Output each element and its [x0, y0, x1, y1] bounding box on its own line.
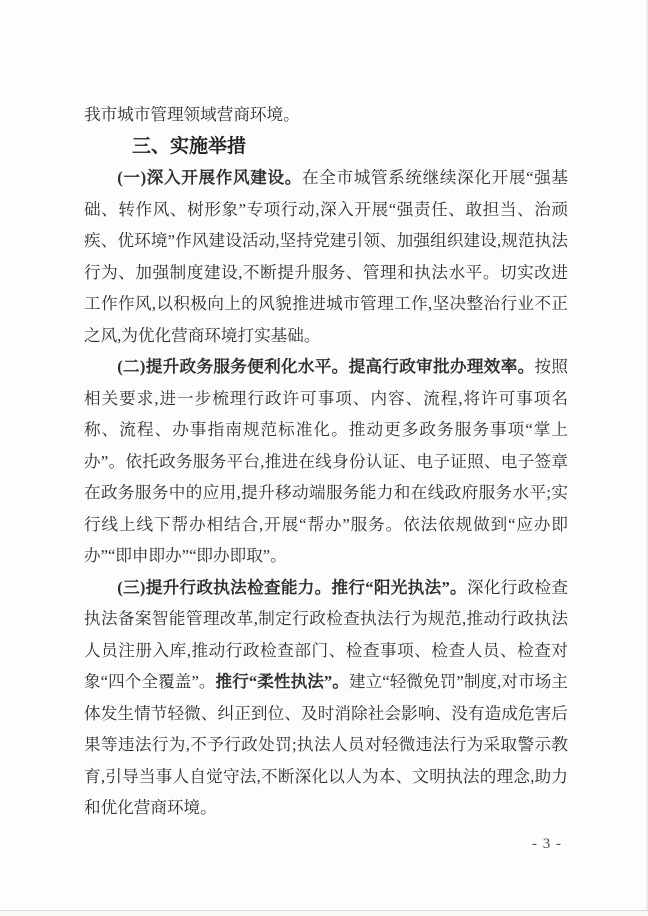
text-segment: 按照相关要求,进一步梳理行政许可事项、内容、流程,将许可事项名称、流程、办事指南规范标准化。推动更多政务服务事项“掌上办”。依托政务服务平台,推进在线身份认证、电子证照、电子签章在政务服务中的应用,提升移动端服务能力和在线政府服务水平;实行线上线下帮办相结合,开展“帮办”服务。依法依规做到“应办即办”“即申即办”“即办即取”。 — [84, 357, 568, 565]
bold-segment: (二)提升政务服务便利化水平。提高行政审批办理效率。 — [117, 357, 535, 376]
text-segment: 深化行政检查执法备案智能管理改革,制定行政检查执法行为规范,推动行政执法人员注册入库,推动行政检查部门、检查事项、检查人员、检查对象“四个全覆盖”。 — [84, 577, 568, 691]
paragraphs-container — [84, 162, 568, 824]
page-number: - 3 - — [532, 836, 562, 852]
scan-edge-bottom — [0, 910, 648, 916]
bold-segment: (一)深入开展作风建设。 — [117, 168, 302, 187]
paragraph — [84, 162, 568, 351]
paragraph — [84, 572, 568, 824]
text-segment: 建立“轻微免罚”制度,对市场主体发生情节轻微、纠正到位、及时消除社会影响、没有造成危害后果等违法行为,不予行政处罚;执法人员对轻微违法行为采取警示教育,引导当事人自觉守法,不断深化以人为本、文明执法的理念,助力和优化营商环境。 — [84, 672, 568, 817]
section-heading: 三、实施举措 — [132, 135, 247, 157]
text-segment: 在全市城管系统继续深化开展“强基础、转作风、树形象”专项行动,深入开展“强责任、敢担当、治顽疾、优环境”作风建设活动,坚持党建引领、加强组织建设,规范执法行为、加强制度建设,不断提升服务、管理和执法水平。切实改进工作作风,以积极向上的风貌推进城市管理工作,坚决整治行业不正之风,为优化营商环境打实基础。 — [84, 168, 568, 345]
bold-segment: (三)提升行政执法检查能力。推行“阳光执法”。 — [117, 577, 467, 597]
document-body — [84, 99, 568, 824]
bold-segment: 推行“柔性执法”。 — [215, 672, 349, 691]
continuation-line: 我市城市管理领域营商环境。 — [84, 105, 300, 124]
paragraph — [84, 351, 568, 572]
